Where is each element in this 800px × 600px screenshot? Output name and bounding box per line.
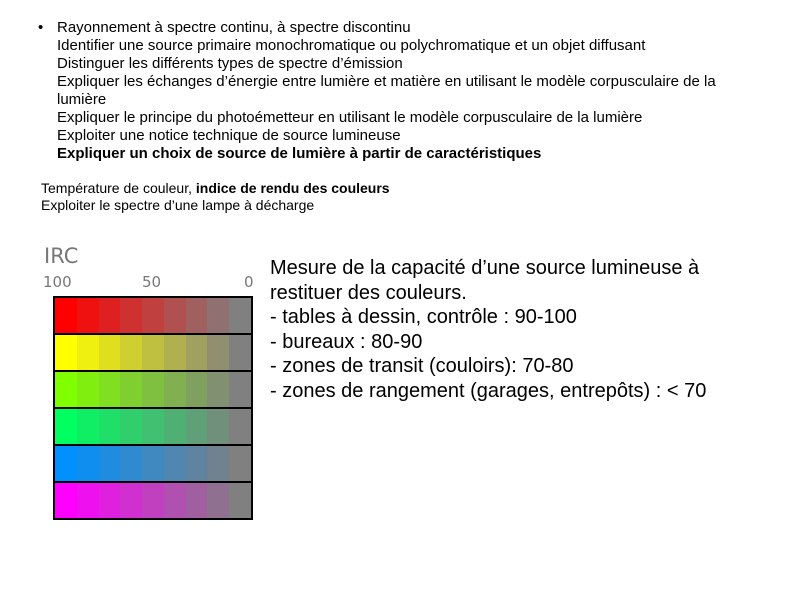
- irc-row-green: [55, 409, 251, 446]
- irc-cell: [77, 446, 99, 481]
- description-line: Mesure de la capacité d’une source lumineuse à: [270, 257, 700, 279]
- irc-cell: [55, 335, 77, 370]
- irc-cell: [229, 372, 251, 407]
- irc-cell: [142, 298, 164, 333]
- irc-cell: [186, 298, 208, 333]
- irc-cell: [164, 372, 186, 407]
- irc-cell: [99, 335, 121, 370]
- bullet-marker: •: [38, 19, 44, 36]
- irc-cell: [207, 409, 229, 444]
- irc-cell: [229, 483, 251, 518]
- irc-cell: [120, 298, 142, 333]
- description-item: - tables à dessin, contrôle : 90-100: [270, 306, 577, 329]
- irc-cell: [142, 372, 164, 407]
- irc-row-lime: [55, 372, 251, 409]
- objective-line: Exploiter une notice technique de source lumineuse: [57, 127, 401, 144]
- color-temperature-text: Température de couleur,: [41, 180, 196, 196]
- irc-row-yellow: [55, 335, 251, 372]
- irc-cell: [99, 298, 121, 333]
- description-line: restituer des couleurs.: [270, 281, 467, 304]
- objectives-list: [36, 19, 776, 163]
- irc-cell: [164, 298, 186, 333]
- irc-cell: [99, 483, 121, 518]
- irc-cell: [55, 446, 77, 481]
- description-item: - bureaux : 80-90: [270, 330, 423, 353]
- irc-scale-figure: [38, 244, 260, 528]
- irc-cell: [99, 372, 121, 407]
- irc-cell: [77, 335, 99, 370]
- irc-cell: [77, 409, 99, 444]
- irc-cell: [164, 446, 186, 481]
- irc-cell: [142, 483, 164, 518]
- irc-cell: [99, 446, 121, 481]
- irc-cell: [142, 335, 164, 370]
- irc-tick-50: 50: [142, 273, 162, 291]
- contents-line-2: Exploiter le spectre d’une lampe à décharge: [41, 197, 315, 213]
- irc-cell: [55, 409, 77, 444]
- objective-line: Distinguer les différents types de spectre d’émission: [57, 55, 403, 72]
- irc-title: IRC: [44, 244, 79, 268]
- irc-cell: [142, 446, 164, 481]
- irc-cell: [207, 335, 229, 370]
- irc-cell: [186, 446, 208, 481]
- objective-line: lumière: [57, 91, 107, 108]
- irc-cell: [229, 446, 251, 481]
- irc-cell: [164, 483, 186, 518]
- irc-cell: [207, 446, 229, 481]
- irc-cell: [164, 409, 186, 444]
- irc-row-magenta: [55, 483, 251, 520]
- irc-cell: [120, 483, 142, 518]
- contents-line-1: [41, 180, 601, 197]
- irc-cell: [120, 446, 142, 481]
- irc-cell: [120, 409, 142, 444]
- cri-description: [270, 256, 790, 404]
- irc-cell: [77, 372, 99, 407]
- objective-line: Rayonnement à spectre continu, à spectre discontinu: [57, 19, 411, 36]
- objective-line: Expliquer les échanges d’énergie entre lumière et matière en utilisant le modèle corpusculaire de la: [57, 73, 716, 90]
- irc-cell: [55, 372, 77, 407]
- irc-cell: [207, 372, 229, 407]
- irc-row-red: [55, 298, 251, 335]
- irc-cell: [164, 335, 186, 370]
- irc-row-blue: [55, 446, 251, 483]
- irc-cell: [229, 409, 251, 444]
- irc-cell: [207, 483, 229, 518]
- irc-cell: [99, 409, 121, 444]
- objectives-lines: [57, 19, 776, 163]
- irc-tick-0: 0: [244, 273, 254, 291]
- irc-cell: [120, 372, 142, 407]
- description-item: - zones de transit (couloirs): 70-80: [270, 355, 574, 378]
- irc-color-grid: [53, 296, 253, 520]
- irc-cell: [186, 483, 208, 518]
- objective-line-emphasis: Expliquer un choix de source de lumière à partir de caractéristiques: [57, 145, 542, 162]
- contents-section: [41, 180, 601, 214]
- irc-cell: [186, 409, 208, 444]
- irc-cell: [186, 335, 208, 370]
- objective-line: Expliquer le principe du photoémetteur en utilisant le modèle corpusculaire de la lumière: [57, 109, 643, 126]
- irc-cell: [142, 409, 164, 444]
- description-item: - zones de rangement (garages, entrepôts) : < 70: [270, 379, 707, 402]
- irc-cell: [229, 335, 251, 370]
- irc-cell: [120, 335, 142, 370]
- irc-cell: [77, 483, 99, 518]
- irc-cell: [55, 483, 77, 518]
- irc-cell: [207, 298, 229, 333]
- cri-text: indice de rendu des couleurs: [195, 180, 390, 196]
- irc-cell: [229, 298, 251, 333]
- irc-tick-100: 100: [43, 273, 72, 291]
- irc-cell: [55, 298, 77, 333]
- objective-line: Identifier une source primaire monochromatique ou polychromatique et un objet diffusant: [57, 37, 646, 54]
- irc-cell: [77, 298, 99, 333]
- irc-cell: [186, 372, 208, 407]
